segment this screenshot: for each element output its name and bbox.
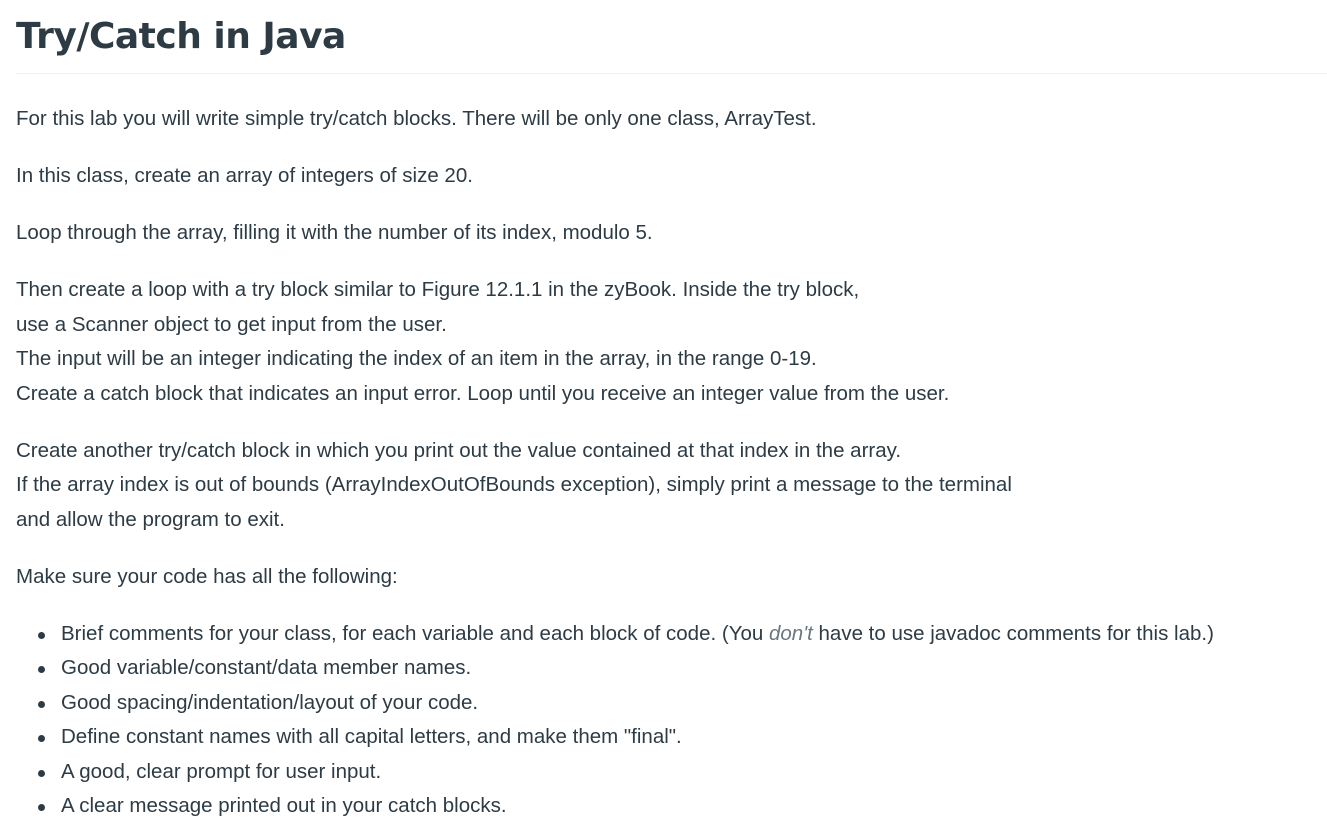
page-title: Try/Catch in Java <box>16 16 346 57</box>
emphasis-text: don't <box>769 621 813 645</box>
list-item-text: A good, clear prompt for user input. <box>61 759 382 783</box>
try-block-paragraph <box>16 273 1311 411</box>
bullet-icon <box>38 804 45 811</box>
assignment-content <box>16 102 1311 824</box>
list-item-text: Brief comments for your class, for each variable and each block of code. (You <box>61 621 769 645</box>
loop-paragraph: Loop through the array, filling it with the number of its index, modulo 5. <box>16 221 653 244</box>
bullet-icon <box>38 735 45 742</box>
list-item <box>61 755 1311 790</box>
requirements-list <box>16 617 1311 824</box>
bullet-icon <box>38 666 45 673</box>
list-item <box>61 651 1311 686</box>
list-item-text: have to use javadoc comments for this lab.) <box>812 621 1214 645</box>
try-block-line: The input will be an integer indicating the index of an item in the array, in the range 0-19. <box>16 347 817 370</box>
list-item-text: A clear message printed out in your catch blocks. <box>61 794 507 817</box>
bullet-icon <box>38 770 45 777</box>
intro-paragraph: For this lab you will write simple try/catch blocks. There will be only one class, ArrayTest. <box>16 107 817 130</box>
array-size-paragraph: In this class, create an array of integers of size 20. <box>16 164 473 187</box>
list-item <box>61 789 1311 824</box>
try-block-line: use a Scanner object to get input from the user. <box>16 312 447 336</box>
list-item-text: Good variable/constant/data member names. <box>61 656 472 679</box>
second-try-catch-paragraph <box>16 434 1311 538</box>
list-item <box>61 720 1311 755</box>
list-item-text: Good spacing/indentation/layout of your code. <box>61 690 479 714</box>
requirements-intro: Make sure your code has all the following: <box>16 564 398 588</box>
list-item <box>61 686 1311 721</box>
try-block-line: Then create a loop with a try block similar to Figure 12.1.1 in the zyBook. Inside the try block, <box>16 278 860 301</box>
second-try-catch-line: Create another try/catch block in which you print out the value contained at that index in the array. <box>16 438 902 462</box>
bullet-icon <box>38 632 45 639</box>
try-block-line: Create a catch block that indicates an input error. Loop until you receive an integer value from the user. <box>16 381 950 405</box>
second-try-catch-line: and allow the program to exit. <box>16 507 285 531</box>
bullet-icon <box>38 701 45 708</box>
second-try-catch-line: If the array index is out of bounds (ArrayIndexOutOfBounds exception), simply print a message to the terminal <box>16 473 1012 496</box>
list-item <box>61 617 1311 652</box>
title-divider <box>16 73 1327 74</box>
list-item-text: Define constant names with all capital letters, and make them "final". <box>61 725 682 748</box>
